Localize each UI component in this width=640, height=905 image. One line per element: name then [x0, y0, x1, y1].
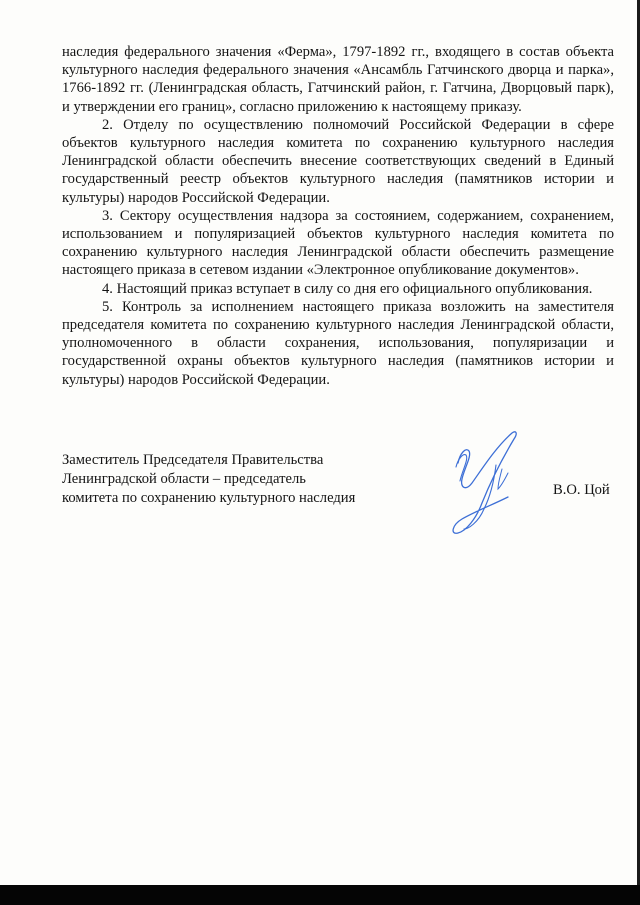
scan-edge-bottom — [0, 885, 640, 905]
signatory-title — [62, 451, 362, 508]
signatory-title-line: Ленинградской области – председатель — [62, 471, 306, 487]
paragraph-continuation: наследия федерального значения «Ферма», 1797-1892 гг., входящего в состав объекта культурного наследия федерального значения «Ансамбль Гатчинского дворца и парка», 1766-1892 гг. (Ленинградская область, Гатчинский район, г. Гатчина, Дворцовый парк), и утверждении его границ», согласно приложению к настоящему приказу. — [62, 44, 614, 115]
handwritten-signature — [436, 425, 536, 540]
signatory-name: В.О. Цой — [553, 482, 610, 498]
paragraph-item-3: 3. Сектору осуществления надзора за состоянием, содержанием, сохранением, использованием и популяризацией объектов культурного наследия комитета по сохранению культурного наследия Ленинградской области обеспечить размещение настоящего приказа в сетевом издании «Электронное опубликование документов». — [62, 207, 614, 279]
paragraph-item-4: 4. Настоящий приказ вступает в силу со дня его официального опубликования. — [102, 280, 593, 297]
signatory-title-line: Заместитель Председателя Правительства — [62, 452, 324, 468]
signature-stroke — [498, 469, 508, 489]
signature-stroke — [456, 455, 496, 529]
paragraph-item-2: 2. Отделу по осуществлению полномочий Российской Федерации в сфере объектов культурного наследия комитета по сохранению культурного наследия Ленинградской области обеспечить внесение соответствующих сведений в Единый государственный реестр объектов культурного наследия (памятников истории и культуры) народов Российской Федерации. — [62, 116, 614, 206]
paragraph-item-5: 5. Контроль за исполнением настоящего приказа возложить на заместителя председателя комитета по сохранению культурного наследия Ленинградской области, уполномоченного в области сохранения, использования, популяризации и государственной охраны объектов культурного наследия (памятников истории и культуры) народов Российской Федерации. — [62, 298, 614, 388]
document-body — [62, 43, 614, 389]
signatory-title-line: комитета по сохранению культурного наследия — [62, 490, 356, 506]
signature-stroke — [453, 432, 516, 533]
